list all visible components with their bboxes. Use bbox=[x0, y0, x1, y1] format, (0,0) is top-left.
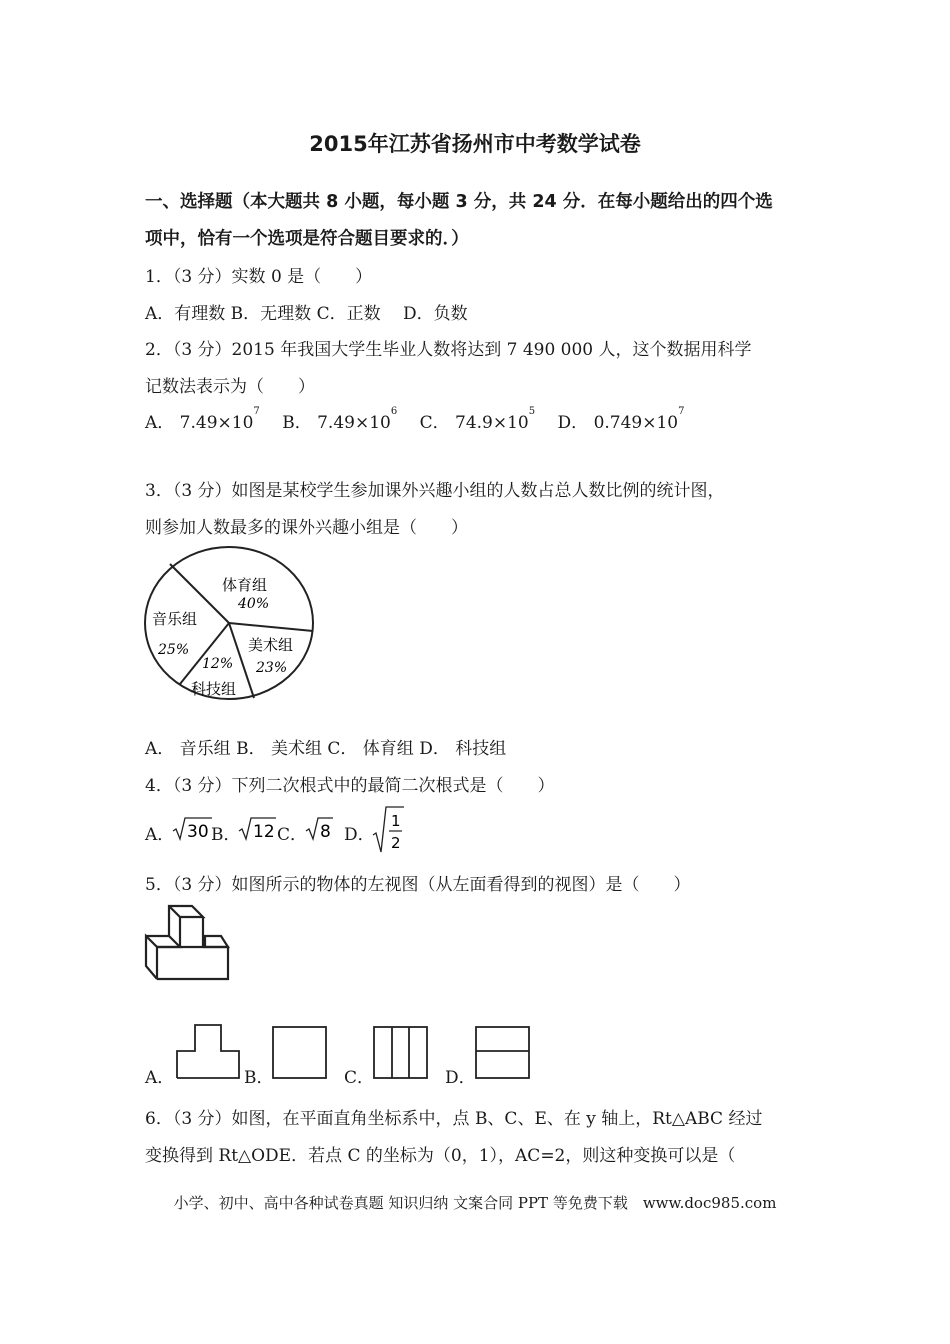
q2-option-c: C． 74.9×10 bbox=[419, 413, 529, 433]
q4-radical-b bbox=[238, 816, 276, 842]
page-footer: 小学、初中、高中各种试卷真题 知识归纳 文案合同 PPT 等免费下载 www.doc985.com bbox=[173, 1194, 777, 1212]
pie-value-sports: 40% bbox=[238, 596, 270, 612]
q2-option-b-exp: 6 bbox=[390, 406, 398, 417]
q4-fraction-numerator: 1 bbox=[391, 812, 401, 830]
q5-stem: 5．（3 分）如图所示的物体的左视图（从左面看得到的视图）是（ ） bbox=[145, 875, 691, 895]
q4-radicand-c: 8 bbox=[320, 822, 331, 842]
q5-option-c-figure bbox=[372, 1025, 430, 1081]
q5-option-d-label: D． bbox=[445, 1068, 476, 1088]
q4-radicand-b: 12 bbox=[253, 822, 275, 842]
pie-label-tech: 科技组 bbox=[191, 680, 237, 698]
pie-label-art: 美术组 bbox=[248, 636, 294, 654]
q2-option-d-exp: 7 bbox=[678, 406, 685, 417]
q4-option-c-label: C． bbox=[277, 825, 308, 845]
q5-option-a-figure bbox=[174, 1023, 242, 1081]
pie-value-music: 25% bbox=[158, 642, 190, 658]
pie-label-sports: 体育组 bbox=[222, 576, 268, 594]
q2-option-a-exp: 7 bbox=[253, 406, 260, 417]
pie-value-art: 23% bbox=[256, 660, 288, 676]
q4-option-d-label: D． bbox=[344, 825, 375, 845]
q2-stem-line1: 2．（3 分）2015 年我国大学生毕业人数将达到 7 490 000 人，这个数据用科学 bbox=[145, 340, 752, 360]
q2-stem-line2: 记数法表示为（ ） bbox=[145, 377, 315, 397]
q4-fraction-denominator: 2 bbox=[391, 834, 401, 852]
q5-solid-figure bbox=[143, 903, 233, 983]
q2-options bbox=[145, 408, 684, 433]
q6-stem-line1: 6．（3 分）如图，在平面直角坐标系中，点 B、C、E、在 y 轴上，Rt△ABC 经过 bbox=[145, 1109, 763, 1129]
q4-stem: 4．（3 分）下列二次根式中的最简二次根式是（ ） bbox=[145, 776, 555, 796]
q3-options: A． 音乐组 B． 美术组 C． 体育组 D． 科技组 bbox=[145, 739, 507, 759]
q4-radical-d bbox=[372, 805, 406, 855]
q1-stem: 1．（3 分）实数 0 是（ ） bbox=[145, 267, 373, 287]
pie-label-music: 音乐组 bbox=[152, 610, 198, 628]
q3-stem-line2: 则参加人数最多的课外兴趣小组是（ ） bbox=[145, 518, 468, 538]
q2-option-a: A． 7.49×10 bbox=[145, 413, 254, 433]
q6-stem-line2: 变换得到 Rt△ODE．若点 C 的坐标为（0，1），AC=2，则这种变换可以是（ bbox=[145, 1146, 736, 1166]
q4-radical-c bbox=[305, 816, 335, 842]
q4-radicand-a: 30 bbox=[187, 822, 209, 842]
section-heading-line1: 一、选择题（本大题共 8 小题，每小题 3 分，共 24 分．在每小题给出的四个选 bbox=[145, 192, 773, 212]
q5-option-d-figure bbox=[474, 1025, 532, 1081]
q2-option-d: D． 0.749×10 bbox=[557, 413, 679, 433]
page-title: 2015年江苏省扬州市中考数学试卷 bbox=[309, 132, 641, 156]
q3-stem-line1: 3．（3 分）如图是某校学生参加课外兴趣小组的人数占总人数比例的统计图， bbox=[145, 481, 725, 501]
q2-option-b: B． 7.49×10 bbox=[282, 413, 391, 433]
q5-option-b-label: B． bbox=[244, 1068, 274, 1088]
pie-value-tech: 12% bbox=[202, 656, 234, 672]
q5-option-a-label: A． bbox=[145, 1068, 175, 1088]
pie-chart-figure bbox=[142, 544, 320, 704]
section-heading-line2: 项中，恰有一个选项是符合题目要求的．） bbox=[145, 229, 469, 249]
q4-option-a-label: A． bbox=[145, 825, 175, 845]
q4-radical-a bbox=[172, 816, 212, 842]
q2-option-c-exp: 5 bbox=[528, 406, 536, 417]
q4-option-b-label: B． bbox=[211, 825, 241, 845]
q5-option-b-figure bbox=[271, 1025, 329, 1081]
q1-options: A．有理数 B．无理数 C．正数 D．负数 bbox=[145, 304, 468, 324]
q5-option-c-label: C． bbox=[344, 1068, 375, 1088]
